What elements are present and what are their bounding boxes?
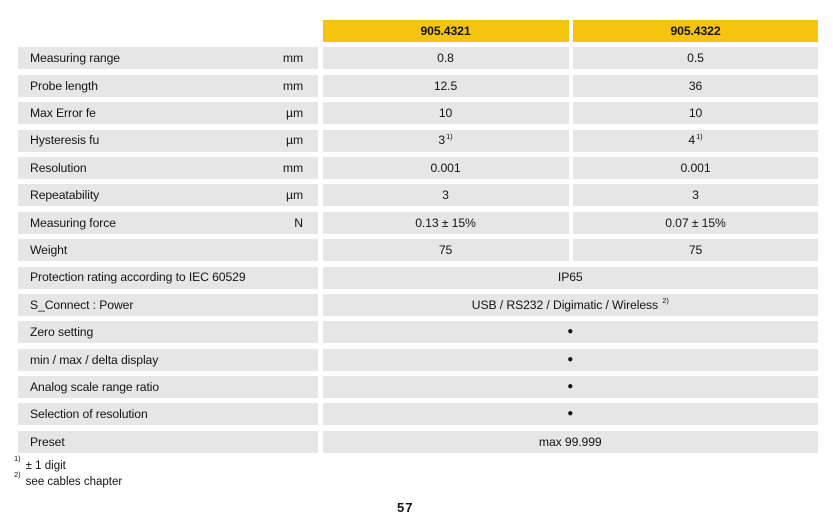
footnote-marker: 1) — [14, 454, 21, 464]
row-value-measuring-range-col2 — [573, 47, 818, 69]
row-value-min-max-delta-display — [323, 349, 819, 371]
row-value-measuring-force-col1 — [323, 212, 569, 234]
row-label-text: Repeatability — [30, 188, 100, 203]
row-label-resolution — [18, 157, 318, 179]
row-value-probe-length-col1 — [323, 75, 569, 97]
row-label-preset — [18, 431, 318, 453]
row-value-text: 10 — [688, 106, 703, 121]
row-label-protection-rating-according-to-iec-60529 — [18, 267, 318, 289]
row-label-text: Max Error fe — [30, 106, 96, 121]
feature-bullet-icon: ● — [567, 326, 574, 338]
row-label-text: Weight — [30, 243, 68, 258]
row-label-repeatability — [18, 184, 318, 206]
row-value-probe-length-col2 — [573, 75, 818, 97]
row-value-text: IP65 — [557, 270, 583, 285]
row-value-repeatability-col1 — [323, 184, 569, 206]
row-label-text: Measuring range — [30, 51, 120, 66]
row-label-text: Preset — [30, 434, 65, 449]
row-value-resolution-col1 — [323, 157, 569, 179]
row-label-text: Zero setting — [30, 325, 94, 340]
row-label-text: Analog scale range ratio — [30, 379, 160, 394]
row-value-resolution-col2 — [573, 157, 818, 179]
footnote-marker: 2) — [14, 469, 21, 479]
row-unit: mm — [282, 51, 303, 66]
row-value-text: 0.07 ± 15% — [665, 215, 726, 230]
row-unit: µm — [286, 106, 303, 121]
row-label-text: Hysteresis fu — [30, 133, 100, 148]
row-value-hysteresis-fu-col1: 3 $^{1)}$ — [323, 130, 569, 152]
footnote-line-2 — [13, 469, 123, 491]
row-value-text: 0.5 — [687, 51, 704, 66]
row-value-max-error-fe-col2 — [573, 102, 818, 124]
row-label-text: Measuring force — [30, 215, 116, 230]
row-value-analog-scale-range-ratio — [323, 376, 819, 398]
row-value-text: 75 — [438, 243, 453, 258]
row-unit: µm — [286, 188, 303, 203]
row-value-text: USB / RS232 / Digimatic / Wireless — [471, 297, 658, 312]
feature-bullet-icon: ● — [567, 353, 574, 365]
footnote-text: ± 1 digit — [25, 460, 66, 472]
row-value-weight-col1 — [323, 239, 569, 261]
footnotes — [13, 454, 123, 490]
row-value-s-connect-power: USB / RS232 / Digimatic / Wireless $^{2)}$ — [323, 294, 819, 316]
row-label-text: Resolution — [30, 160, 87, 175]
row-value-text: 0.13 ± 15% — [415, 215, 476, 230]
row-value-max-error-fe-col1 — [323, 102, 569, 124]
row-label-text: S_Connect : Power — [30, 297, 134, 312]
row-label-selection-of-resolution — [18, 403, 318, 425]
row-label-min-max-delta-display — [18, 349, 318, 371]
row-label-measuring-force — [18, 212, 318, 234]
footnote-text: see cables chapter — [25, 475, 123, 488]
column-header-905-4322: 905.4322 — [573, 20, 818, 42]
feature-bullet-icon: ● — [567, 381, 574, 393]
row-unit: N — [294, 215, 303, 230]
row-value-text: 3 — [438, 133, 446, 148]
row-unit: µm — [286, 133, 303, 148]
footnote-line-1 — [13, 454, 122, 475]
row-value-hysteresis-fu-col2: 4 $^{1)}$ — [573, 130, 818, 152]
row-label-weight — [18, 239, 318, 261]
row-label-hysteresis-fu — [18, 130, 318, 152]
row-value-weight-col2 — [573, 239, 818, 261]
row-value-protection-rating-according-to-iec-60529 — [323, 267, 819, 289]
row-label-zero-setting — [18, 321, 318, 343]
row-value-text: max 99.999 — [538, 434, 602, 449]
row-value-text: 10 — [438, 106, 453, 121]
row-value-text: 3 — [442, 188, 449, 203]
row-unit: mm — [282, 78, 303, 93]
row-label-text: Selection of resolution — [30, 407, 148, 422]
row-label-probe-length — [18, 75, 318, 97]
row-value-preset — [323, 431, 819, 453]
row-value-text: 3 — [692, 188, 699, 203]
row-value-text: 75 — [688, 243, 703, 258]
header-spacer — [18, 20, 318, 42]
row-label-text: Probe length — [30, 78, 98, 93]
column-header-905-4321: 905.4321 — [323, 20, 569, 42]
row-value-selection-of-resolution — [323, 403, 819, 425]
row-value-text: 12.5 — [433, 78, 458, 93]
page-number: 57 — [397, 500, 414, 515]
spec-table — [18, 20, 818, 453]
row-value-measuring-force-col2 — [573, 212, 818, 234]
row-value-text: 0.8 — [437, 51, 454, 66]
row-value-repeatability-col2 — [573, 184, 818, 206]
row-label-text: min / max / delta display — [30, 352, 159, 367]
row-value-text: 0.001 — [680, 160, 711, 175]
row-label-max-error-fe — [18, 102, 318, 124]
row-label-s-connect-power — [18, 294, 318, 316]
row-value-measuring-range-col1 — [323, 47, 569, 69]
row-value-text: 36 — [688, 78, 703, 93]
row-unit: mm — [282, 160, 303, 175]
feature-bullet-icon: ● — [567, 408, 574, 420]
row-value-text: 0.001 — [430, 160, 461, 175]
row-label-measuring-range — [18, 47, 318, 69]
row-label-analog-scale-range-ratio — [18, 376, 318, 398]
row-label-text: Protection rating according to IEC 60529 — [30, 270, 246, 285]
row-value-text: 4 — [688, 133, 696, 148]
row-value-zero-setting — [323, 321, 819, 343]
